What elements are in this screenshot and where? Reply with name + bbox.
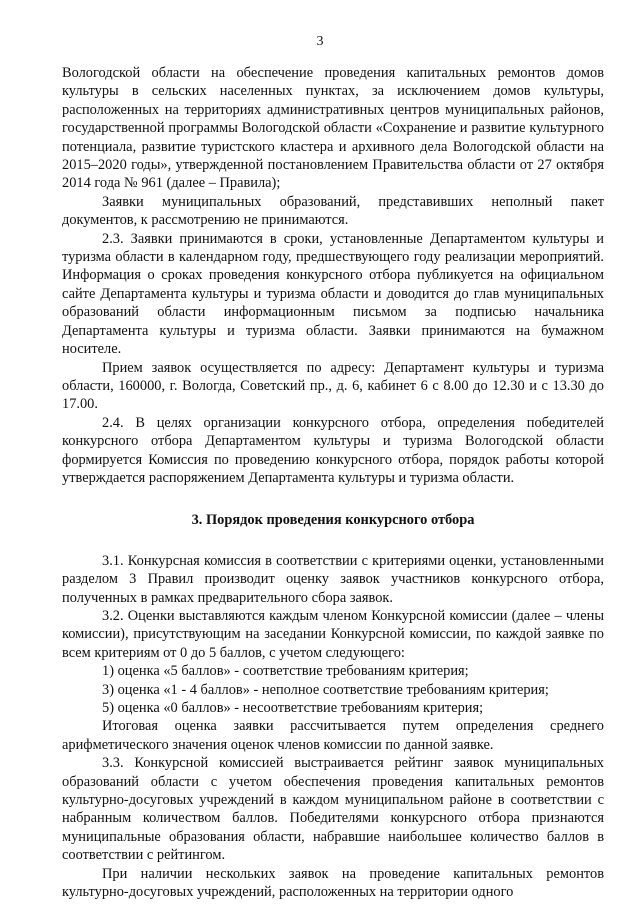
- list-item: 5) оценка «0 баллов» - несоответствие требованиям критерия;: [102, 700, 484, 716]
- paragraph-3-1: 3.1. Конкурсная комиссия в соответствии с критериями оценки, установленными разделом 3 Правил производит оценку заявок участников конкурсного отбора, полученных в рамках предварительного сбора заявок.: [62, 552, 604, 606]
- list-item: 3) оценка «1 - 4 баллов» - неполное соответствие требованиям критерия;: [102, 681, 549, 698]
- paragraph-3-3: 3.3. Конкурсной комиссией выстраивается рейтинг заявок муниципальных образований области с учетом обеспечения проведения капитальных ремонтов культурно-досуговых учреждений в каждом муниципальном районе в соответствии с набранным количеством баллов. Победителями конкурсного отбора признаются муниципальные образования области, набравшие наибольшее количество баллов в соответствии с рейтингом.: [62, 755, 604, 864]
- document-body: [62, 64, 604, 901]
- paragraph-final-score: Итоговая оценка заявки рассчитывается путем определения среднего арифметического значения оценок членов комиссии по данной заявке.: [62, 718, 604, 753]
- paragraph-2-3: 2.3. Заявки принимаются в сроки, установленные Департаментом культуры и туризма области в календарном году, предшествующего году реализации мероприятий. Информация о сроках проведения конкурсного отбора публикуется на официальном сайте Департамента культуры и туризма области и доводится до глав муниципальных образований области информационным письмом за подписью начальника Департамента культуры и туризма области. Заявки принимаются на бумажном носителе.: [62, 230, 604, 358]
- paragraph-incomplete-applications: Заявки муниципальных образований, представивших неполный пакет документов, к рассмотрению не принимаются.: [62, 193, 604, 229]
- paragraph-multiple-applications: При наличии нескольких заявок на проведение капитальных ремонтов культурно-досуговых учреждений, расположенных на территории одного: [62, 865, 604, 901]
- paragraph-2-4: 2.4. В целях организации конкурсного отбора, определения победителей конкурсного отбора Департаментом культуры и туризма Вологодской области формируется Комиссия по проведению конкурсного отбора, порядок работы которой утверждается распоряжением Департамента культуры и туризма области.: [62, 414, 604, 486]
- paragraph-address: Прием заявок осуществляется по адресу: Департамент культуры и туризма области, 160000, г. Вологда, Советский пр., д. 6, кабинет 6 с 8.00 до 12.30 и с 13.30 до 17.00.: [62, 359, 604, 413]
- section-title: 3. Порядок проведения конкурсного отбора: [191, 512, 475, 529]
- paragraph-3-2: 3.2. Оценки выставляются каждым членом Конкурсной комиссии (далее – члены комиссии), присутствующим на заседании Конкурсной комиссии, по каждой заявке по всем критериям от 0 до 5 баллов, с учетом следующего:: [62, 607, 604, 661]
- list-item: 1) оценка «5 баллов» - соответствие требованиям критерия;: [102, 663, 469, 680]
- paragraph-rules-continuation: Вологодской области на обеспечение проведения капитальных ремонтов домов культуры в сельских населенных пунктах, за исключением домов культуры, расположенных на территориях административных центров муниципальных районов, государственной программы Вологодской области «Сохранение и развитие культурного потенциала, развитие туристского кластера и архивного дела Вологодской области на 2015–2020 годы», утвержденной постановлением Правительства области от 27 октября 2014 года № 961 (далее – Правила);: [62, 65, 604, 192]
- page-number: 3: [316, 34, 324, 49]
